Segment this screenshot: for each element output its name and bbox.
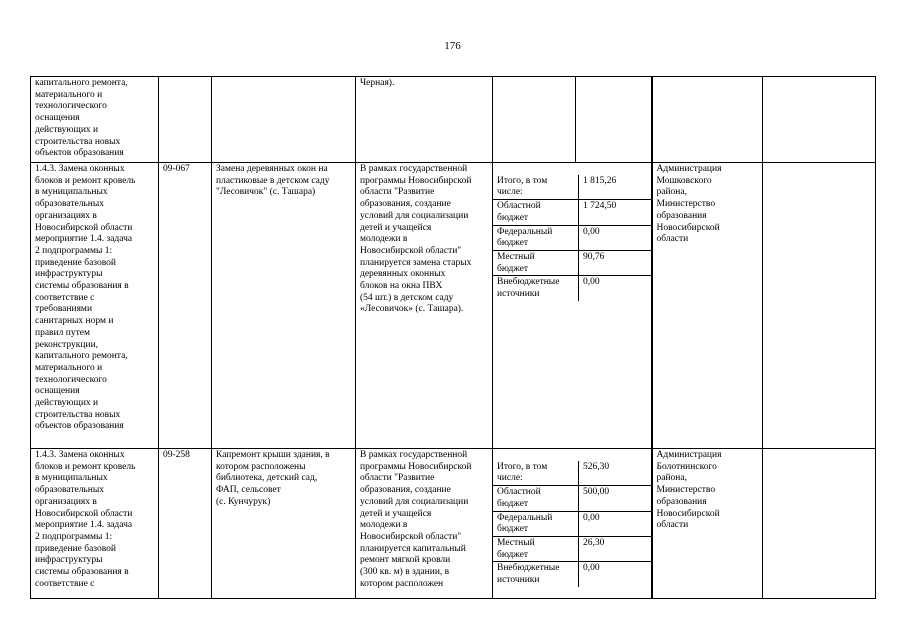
finance-row	[493, 536, 651, 561]
empty-cell	[763, 163, 876, 449]
measure-code: 09-067	[159, 163, 212, 449]
finance-label: Местный бюджет	[493, 536, 579, 561]
finance-row	[493, 276, 651, 301]
program-description: В рамках государственной программы Новосибирской области "Развитие образования, создание условий для социализации детей и учащейся молодежи в Новосибирской области" планируется капитальный ремонт мягкой кровли (300 кв. м) в здании, в котором расположен	[356, 449, 493, 599]
finance-label: Местный бюджет	[493, 250, 579, 275]
finance-row	[493, 250, 651, 275]
finance-value: 0,00	[583, 277, 600, 288]
finance-row	[493, 461, 651, 486]
finance-value: 0,00	[579, 511, 651, 536]
responsible-party: Администрация Мошковского района, Министерство образования Новосибирской области	[652, 163, 763, 449]
finance-block	[493, 163, 652, 449]
measure-description: 1.4.3. Замена оконных блоков и ремонт кровель в муниципальных образовательных организациях в Новосибирской области мероприятие 1.4. задача 2 подпрограммы 1: приведение базовой инфраструктуры системы образования в соответствие с требованиями санитарных норм и правил путем реконструкции, капитального ремонта, материального и технологического оснащения действующих и строительства новых объектов образования	[31, 163, 159, 449]
program-description: Черная).	[356, 77, 493, 163]
finance-value: 0,00	[583, 563, 600, 574]
finance-value: 526,30	[579, 461, 651, 486]
object-name	[212, 77, 356, 163]
table-row	[31, 449, 876, 599]
finance-block	[493, 449, 652, 599]
finance-value: 0,00	[579, 225, 651, 250]
page-number: 176	[444, 40, 461, 52]
finance-value: 500,00	[579, 486, 651, 511]
responsible-party: Администрация Болотнинского района, Министерство образования Новосибирской области	[652, 449, 763, 599]
finance-label: Внебюджетные источники	[493, 562, 579, 587]
finance-value: 1 815,26	[579, 175, 651, 200]
object-name: Замена деревянных окон на пластиковые в детском саду "Лесовичок" (с. Ташара)	[212, 163, 356, 449]
finance-label: Федеральный бюджет	[493, 511, 579, 536]
finance-row	[493, 511, 651, 536]
measure-code	[159, 77, 212, 163]
finance-value: 26,30	[579, 536, 651, 561]
finance-label: Внебюджетные источники	[493, 276, 579, 301]
finance-row	[493, 486, 651, 511]
empty-cell	[763, 449, 876, 599]
empty-cell	[763, 77, 876, 163]
measure-description: 1.4.3. Замена оконных блоков и ремонт кровель в муниципальных образовательных организациях в Новосибирской области мероприятие 1.4. задача 2 подпрограммы 1: приведение базовой инфраструктуры системы образования в соответствие с	[31, 449, 159, 599]
program-table	[30, 76, 876, 599]
finance-label: Областной бюджет	[493, 486, 579, 511]
table-row	[31, 77, 876, 163]
finance-value: 1 724,50	[579, 200, 651, 225]
finance-value: 90,76	[579, 250, 651, 275]
table-row	[31, 163, 876, 449]
finance-value	[576, 77, 652, 163]
finance-row	[493, 200, 651, 225]
finance-row	[493, 225, 651, 250]
finance-label: Федеральный бюджет	[493, 225, 579, 250]
object-name: Капремонт крыши здания, в котором расположены библиотека, детский сад, ФАП, сельсовет (с. Кунчурук)	[212, 449, 356, 599]
finance-label: Областной бюджет	[493, 200, 579, 225]
measure-description: капитального ремонта, материального и технологического оснащения действующих и строительства новых объектов образования	[31, 77, 159, 163]
measure-code: 09-258	[159, 449, 212, 599]
responsible-party	[652, 77, 763, 163]
program-description: В рамках государственной программы Новосибирской области "Развитие образования, создание условий для социализации детей и учащейся молодежи в Новосибирской области" планируется замена старых деревянных оконных блоков на окна ПВХ (54 шт.) в детском саду «Лесовичок» (с. Ташара).	[356, 163, 493, 449]
finance-label: Итого, в том числе:	[493, 461, 579, 486]
finance-label	[493, 77, 576, 163]
finance-row	[493, 562, 651, 587]
finance-label: Итого, в том числе:	[493, 175, 579, 200]
finance-row	[493, 175, 651, 200]
